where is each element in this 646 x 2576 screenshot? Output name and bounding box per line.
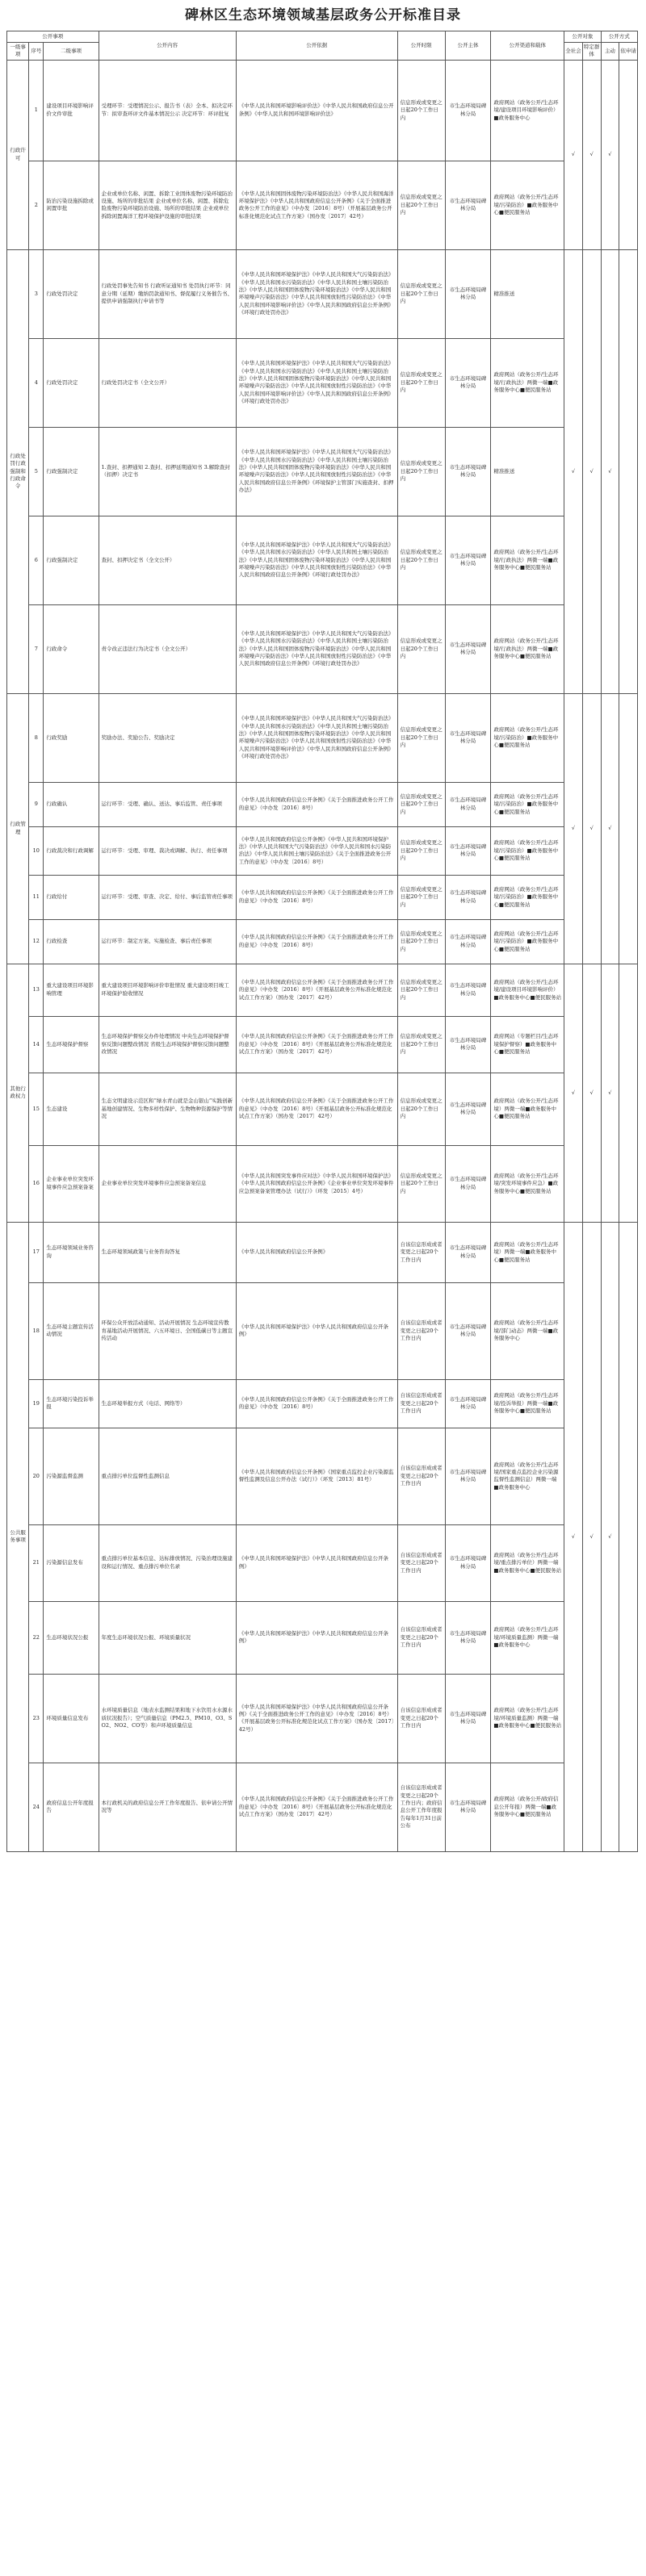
time-cell: 信息形成或变更之日起20个工作日内: [397, 826, 445, 875]
seq-cell: 8: [29, 693, 44, 782]
channel-cell: 政府网站（政务公开/政府信息公开年报）两微一端■政务服务中心■便民服务站: [491, 1763, 564, 1851]
channel-cell: 政府网站（政务公开/生态环境/行政执法）两微一端■政务服务中心■便民服务站: [491, 338, 564, 427]
channel-cell: 政府网站（政务公开/生态环境/污染防治）■政务服务中心■便民服务站: [491, 919, 564, 964]
level2-cell: 行政处罚决定: [44, 338, 99, 427]
level2-cell: 行政强制决定: [44, 516, 99, 604]
time-cell: 信息形成或变更之日起20个工作日内: [397, 516, 445, 604]
seq-cell: 9: [29, 782, 44, 826]
subject-cell: 市生态环境局碑林分局: [445, 875, 491, 919]
level2-cell: 行政确认: [44, 782, 99, 826]
scope-specific-check: √: [582, 964, 601, 1222]
content-cell: 生态环境领域政策与业务咨询答复: [99, 1222, 236, 1282]
seq-cell: 6: [29, 516, 44, 604]
scope-specific-check: √: [582, 1222, 601, 1851]
content-cell: 运行环节：制定方案、实施检查、事后责任事项: [99, 919, 236, 964]
header-mode: 公开方式: [601, 31, 637, 43]
content-cell: 行政处罚决定书（全文公开）: [99, 338, 236, 427]
content-cell: 企业或单位名称、闲置、拆除工业固体废物污染环境防治设施、场所的审批结果 企业或单位名称、闲置、拆除危险废物污染环境防治设施、场所的审批结果 企业或单位拆除闲置海洋工程环境保护设施的审批结果: [99, 161, 236, 249]
table-row: [7, 161, 638, 249]
channel-cell: 政府网站（政务公开/生态环境）两微一端■政务服务中心■便民服务站: [491, 1073, 564, 1145]
content-cell: 受理环节：受理情况公示、报告书（表）全本、拟决定环节：拟审查环评文件基本情况公示 决定环节：环评批复: [99, 60, 236, 161]
channel-cell: 政府网站（政务公开/生态环境/行政执法）两微一端■政务服务中心■便民服务站: [491, 516, 564, 604]
content-cell: 运行环节：受理、审查、决定、给付、事后监管责任事项: [99, 875, 236, 919]
table-row: [7, 919, 638, 964]
seq-cell: 16: [29, 1145, 44, 1222]
header-basis: 公开依据: [236, 31, 397, 61]
table-row: [7, 604, 638, 693]
channel-cell: 精准推送: [491, 249, 564, 338]
content-cell: 1.查封、扣押通知 2.查封、扣押延期通知书 3.解除查封（扣押）决定书: [99, 427, 236, 516]
level1-cell: 行政处罚行政强制和行政命令: [7, 249, 29, 693]
subject-cell: 市生态环境局碑林分局: [445, 1145, 491, 1222]
time-cell: 自该信息形成或者变更之日起20个工作日内；政府信息公开工作年度报告每年1月31日前公布: [397, 1763, 445, 1851]
channel-cell: 政府网站（政务公开/生态环境/环境质量监测）两微一端■政务服务中心: [491, 1601, 564, 1674]
subject-cell: 市生态环境局碑林分局: [445, 1524, 491, 1601]
table-row: [7, 249, 638, 338]
seq-cell: 21: [29, 1524, 44, 1601]
header-specific: 特定群体: [582, 43, 601, 61]
subject-cell: 市生态环境局碑林分局: [445, 1016, 491, 1073]
subject-cell: 市生态环境局碑林分局: [445, 1073, 491, 1145]
subject-cell: 市生态环境局碑林分局: [445, 919, 491, 964]
time-cell: 信息形成或变更之日起20个工作日内: [397, 427, 445, 516]
content-cell: 水环境质量信息（地表水监测结果和地下水饮用水水源水质状况报告）；空气质量信息（PM2.5、PM10、O3、SO2、NO2、CO等）和声环境质量信息: [99, 1674, 236, 1763]
page-title: 碑林区生态环境领域基层政务公开标准目录: [185, 7, 461, 23]
seq-cell: 18: [29, 1282, 44, 1379]
level2-cell: 行政命令: [44, 604, 99, 693]
subject-cell: 市生态环境局碑林分局: [445, 1763, 491, 1851]
level2-cell: 行政奖励: [44, 693, 99, 782]
level2-cell: 生态环境保护督察: [44, 1016, 99, 1073]
basis-cell: 《中华人民共和国政府信息公开条例》《关于全面推进政务公开工作的意见》（中办发〔2016〕8号）: [236, 1379, 397, 1428]
level1-cell: 行政管理: [7, 693, 29, 964]
seq-cell: 17: [29, 1222, 44, 1282]
mode-request-check: [619, 249, 638, 693]
level2-cell: 政府信息公开年度报告: [44, 1763, 99, 1851]
table-row: [7, 875, 638, 919]
table-row: [7, 1763, 638, 1851]
basis-cell: 《中华人民共和国环境保护法》《中华人民共和国大气污染防治法》《中华人民共和国水污染防治法》《中华人民共和国土壤污染防治法》《中华人民共和国固体废物污染环境防治法》《中华人民共和国环境噪声污染防治法》《中华人民共和国放射性污染防治法》《中华人民共和国政府信息公开条例》《环境行政处罚办法》: [236, 604, 397, 693]
subject-cell: 市生态环境局碑林分局: [445, 1222, 491, 1282]
level2-cell: 生态环境主题宣传活动情况: [44, 1282, 99, 1379]
subject-cell: 市生态环境局碑林分局: [445, 60, 491, 161]
time-cell: 信息形成或变更之日起20个工作日内: [397, 919, 445, 964]
basis-cell: 《中华人民共和国环境保护法》《中华人民共和国大气污染防治法》《中华人民共和国水污染防治法》《中华人民共和国土壤污染防治法》《中华人民共和国固体废物污染环境防治法》《中华人民共和国环境噪声污染防治法》《中华人民共和国放射性污染防治法》《中华人民共和国环境影响评价法》《中华人民共和国政府信息公开条例》《环境行政处罚办法》: [236, 338, 397, 427]
content-cell: 年度生态环境状况公报、环境质量状况: [99, 1601, 236, 1674]
channel-cell: 政府网站（政务公开/生态环境/污染防治）■政务服务中心■便民服务站: [491, 875, 564, 919]
header-seq: 序号: [29, 43, 44, 61]
basis-cell: 《中华人民共和国环境保护法》《中华人民共和国大气污染防治法》《中华人民共和国水污染防治法》《中华人民共和国土壤污染防治法》《中华人民共和国固体废物污染环境防治法》《中华人民共和国环境噪声污染防治法》《中华人民共和国放射性污染防治法》《中华人民共和国环境影响评价法》《中华人民共和国政府信息公开条例》《环境行政处罚办法》: [236, 693, 397, 782]
time-cell: 信息形成或变更之日起20个工作日内: [397, 782, 445, 826]
scope-all-check: √: [564, 249, 583, 693]
header-channel: 公开渠道和载体: [491, 31, 564, 61]
basis-cell: 《中华人民共和国环境保护法》《中华人民共和国政府信息公开条例》《关于全面推进政务公开工作的意见》（中办发〔2016〕8号）《开展基层政务公开标准化规范化试点工作方案》（国办发〔2017〕42号）: [236, 1674, 397, 1763]
subject-cell: 市生态环境局碑林分局: [445, 1674, 491, 1763]
level2-cell: 防治污染设施拆除或闲置审批: [44, 161, 99, 249]
scope-all-check: √: [564, 60, 583, 249]
subject-cell: 市生态环境局碑林分局: [445, 964, 491, 1016]
seq-cell: 2: [29, 161, 44, 249]
content-cell: 企业事业单位突发环境事件应急预案备案信息: [99, 1145, 236, 1222]
table-row: [7, 1428, 638, 1524]
time-cell: 自该信息形成或者变更之日起20个工作日内: [397, 1674, 445, 1763]
seq-cell: 5: [29, 427, 44, 516]
table-row: [7, 1674, 638, 1763]
time-cell: 自该信息形成或者变更之日起20个工作日内: [397, 1428, 445, 1524]
channel-cell: 政府网站（政务公开/生态环境/污染防治）■政务服务中心■便民服务站: [491, 693, 564, 782]
basis-cell: 《中华人民共和国环境保护法》《中华人民共和国政府信息公开条例》: [236, 1601, 397, 1674]
basis-cell: 《中华人民共和国突发事件应对法》《中华人民共和国环境保护法》《中华人民共和国政府信息公开条例》《企业事业单位突发环境事件应急预案备案管理办法（试行）》（环发〔2015〕4号）: [236, 1145, 397, 1222]
seq-cell: 1: [29, 60, 44, 161]
table-row: [7, 427, 638, 516]
channel-cell: 政府网站（政务公开/生态环境/污染防治）■政务服务中心■便民服务站: [491, 782, 564, 826]
table-body: [7, 60, 638, 1851]
seq-cell: 19: [29, 1379, 44, 1428]
table-row: [7, 338, 638, 427]
seq-cell: 23: [29, 1674, 44, 1763]
level2-cell: 污染源信息发布: [44, 1524, 99, 1601]
basis-cell: 《中华人民共和国政府信息公开条例》《关于全面推进政务公开工作的意见》（中办发〔2016〕8号）《开展基层政务公开标准化规范化试点工作方案》（国办发〔2017〕42号）: [236, 1763, 397, 1851]
content-cell: 环保公众开放活动通知、活动开展情况 生态环境宣传教育基地活动开展情况、六五环境日、全国低碳日等主题宣传活动: [99, 1282, 236, 1379]
header-row-1: [7, 31, 638, 43]
table-row: [7, 1601, 638, 1674]
level2-cell: 污染源监督监测: [44, 1428, 99, 1524]
table-row: [7, 782, 638, 826]
table-row: [7, 1016, 638, 1073]
seq-cell: 12: [29, 919, 44, 964]
time-cell: 信息形成或变更之日起20个工作日内: [397, 964, 445, 1016]
seq-cell: 20: [29, 1428, 44, 1524]
basis-cell: 《中华人民共和国环境保护法》《中华人民共和国大气污染防治法》《中华人民共和国水污染防治法》《中华人民共和国土壤污染防治法》《中华人民共和国固体废物污染环境防治法》《中华人民共和国环境噪声污染防治法》《中华人民共和国放射性污染防治法》《中华人民共和国环境影响评价法》《中华人民共和国政府信息公开条例》《环境行政处罚办法》: [236, 249, 397, 338]
content-cell: 生态环境保护督察交办件处理情况 中央生态环境保护督察反馈问题整改情况 省级生态环境保护督察反馈问题整改情况: [99, 1016, 236, 1073]
channel-cell: 政府网站（政务公开/生态环境/污染防治）■政务服务中心■便民服务站: [491, 161, 564, 249]
level2-cell: 行政处罚决定: [44, 249, 99, 338]
channel-cell: 政府网站（政务公开/生态环境/部门动态）两微一端■政务服务中心: [491, 1282, 564, 1379]
header-active: 主动: [601, 43, 619, 61]
seq-cell: 14: [29, 1016, 44, 1073]
subject-cell: 市生态环境局碑林分局: [445, 427, 491, 516]
basis-cell: 《中华人民共和国政府信息公开条例》《国家重点监控企业污染源监督性监测及信息公开办法（试行）》（环发〔2013〕81号）: [236, 1428, 397, 1524]
time-cell: 自该信息形成或者变更之日起20个工作日内: [397, 1601, 445, 1674]
table-row: [7, 1524, 638, 1601]
basis-cell: 《中华人民共和国政府信息公开条例》《关于全面推进政务公开工作的意见》（中办发〔2016〕8号）《开展基层政务公开标准化规范化试点工作方案》（国办发〔2017〕42号）: [236, 1016, 397, 1073]
subject-cell: 市生态环境局碑林分局: [445, 826, 491, 875]
mode-request-check: [619, 693, 638, 964]
time-cell: 信息形成或变更之日起20个工作日内: [397, 875, 445, 919]
subject-cell: 市生态环境局碑林分局: [445, 249, 491, 338]
time-cell: 信息形成或变更之日起20个工作日内: [397, 604, 445, 693]
mode-request-check: [619, 60, 638, 249]
basis-cell: 《中华人民共和国政府信息公开条例》《中华人民共和国环境保护法》《中华人民共和国大气污染防治法》《中华人民共和国水污染防治法》《中华人民共和国土壤污染防治法》《关于全面推进政务公开工作的意见》（中办发〔2016〕8号）: [236, 826, 397, 875]
channel-cell: 政府网站（政务公开/生态环境）两微一端■政务服务中心■便民服务站: [491, 1222, 564, 1282]
subject-cell: 市生态环境局碑林分局: [445, 516, 491, 604]
subject-cell: 市生态环境局碑林分局: [445, 161, 491, 249]
disclosure-table: [6, 31, 638, 1852]
mode-request-check: [619, 1222, 638, 1851]
time-cell: 信息形成或变更之日起20个工作日内: [397, 338, 445, 427]
mode-active-check: √: [601, 964, 619, 1222]
time-cell: 自该信息形成或者变更之日起20个工作日内: [397, 1379, 445, 1428]
channel-cell: 政府网站（政务公开/生态环境/行政执法）两微一端■政务服务中心■便民服务站: [491, 604, 564, 693]
basis-cell: 《中华人民共和国政府信息公开条例》《关于全面推进政务公开工作的意见》（中办发〔2016〕8号）: [236, 782, 397, 826]
table-row: [7, 1145, 638, 1222]
subject-cell: 市生态环境局碑林分局: [445, 1379, 491, 1428]
time-cell: 信息形成或变更之日起20个工作日内: [397, 161, 445, 249]
basis-cell: 《中华人民共和国政府信息公开条例》《关于全面推进政务公开工作的意见》（中办发〔2016〕8号）《开展基层政务公开标准化规范化试点工作方案》（国办发〔2017〕42号）: [236, 964, 397, 1016]
seq-cell: 22: [29, 1601, 44, 1674]
mode-active-check: √: [601, 693, 619, 964]
header-level1: 一级事项: [7, 43, 29, 61]
time-cell: 信息形成或变更之日起20个工作日内: [397, 1073, 445, 1145]
level2-cell: 生态环境状况公报: [44, 1601, 99, 1674]
seq-cell: 11: [29, 875, 44, 919]
level2-cell: 行政裁决和行政调解: [44, 826, 99, 875]
time-cell: 自该信息形成或者变更之日起20个工作日内: [397, 1524, 445, 1601]
content-cell: 责令改正违法行为决定书（全文公开）: [99, 604, 236, 693]
mode-request-check: [619, 964, 638, 1222]
basis-cell: 《中华人民共和国政府信息公开条例》《关于全面推进政务公开工作的意见》（中办发〔2016〕8号）《开展基层政务公开标准化规范化试点工作方案》（国办发〔2017〕42号）: [236, 1073, 397, 1145]
basis-cell: 《中华人民共和国环境影响评价法》《中华人民共和国政府信息公开条例》《中华人民共和国环境影响评价法》: [236, 60, 397, 161]
channel-cell: 政府网站（政务公开/生态环境/国家重点监控企业污染源监督性监测信息）两微一端■政务服务中心: [491, 1428, 564, 1524]
level2-cell: 生态环境污染投诉举报: [44, 1379, 99, 1428]
subject-cell: 市生态环境局碑林分局: [445, 338, 491, 427]
channel-cell: 政府网站（专题栏目/生态环境保护督察）■政务服务中心■便民服务站: [491, 1016, 564, 1073]
subject-cell: 市生态环境局碑林分局: [445, 1282, 491, 1379]
level2-cell: 建设项目环境影响评价文件审批: [44, 60, 99, 161]
time-cell: 信息形成或变更之日起20个工作日内: [397, 1016, 445, 1073]
basis-cell: 《中华人民共和国固体废物污染环境防治法》《中华人民共和国海洋环境保护法》《中华人民共和国政府信息公开条例》《关于全面推进政务公开工作的意见》（中办发〔2016〕8号）（开展基层政务公开标准化规范化试点工作方案》（国办发〔2017〕42号）: [236, 161, 397, 249]
level2-cell: 生态建设: [44, 1073, 99, 1145]
level2-cell: 重大建设项目环境影响管理: [44, 964, 99, 1016]
channel-cell: 政府网站（政务公开/生态环境/投诉举报）两微一端■政务服务中心■便民服务站: [491, 1379, 564, 1428]
header-time: 公开时限: [397, 31, 445, 61]
content-cell: 运行环节：受理、确认、送达、事后监管、责任事项: [99, 782, 236, 826]
time-cell: 自该信息形成或者变更之日起20个工作日内: [397, 1282, 445, 1379]
table-row: [7, 1073, 638, 1145]
basis-cell: 《中华人民共和国政府信息公开条例》《关于全面推进政务公开工作的意见》（中办发〔2016〕8号）: [236, 875, 397, 919]
level2-cell: 行政强制决定: [44, 427, 99, 516]
seq-cell: 4: [29, 338, 44, 427]
table-row: [7, 516, 638, 604]
table-row: [7, 964, 638, 1016]
seq-cell: 24: [29, 1763, 44, 1851]
content-cell: 重点排污单位基本信息、达标排放情况、污染治理设施建设和运行情况、重点排污单位名录: [99, 1524, 236, 1601]
content-cell: 生态文明建设示范区和“绿水青山就是金山银山”实践创新基地创建情况、生物多样性保护、生物物种资源保护等情况: [99, 1073, 236, 1145]
table-row: [7, 1282, 638, 1379]
header-scope: 公开对象: [564, 31, 601, 43]
table-row: [7, 1222, 638, 1282]
scope-all-check: √: [564, 964, 583, 1222]
level1-cell: 行政许可: [7, 60, 29, 249]
channel-cell: 政府网站（政务公开/生态环境/环境质量监测）两微一端■政务服务中心■便民服务站: [491, 1674, 564, 1763]
table-row: [7, 693, 638, 782]
channel-cell: 政府网站（政务公开/生态环境/突发环境事件应急）■政务服务中心■便民服务站: [491, 1145, 564, 1222]
content-cell: 查封、扣押决定书（全文公开）: [99, 516, 236, 604]
seq-cell: 7: [29, 604, 44, 693]
subject-cell: 市生态环境局碑林分局: [445, 1601, 491, 1674]
header-all: 全社会: [564, 43, 583, 61]
header-request: 依申请: [619, 43, 638, 61]
channel-cell: 政府网站（政务公开/生态环境/建设项目环境影响评价）■政务服务中心■便民服务站: [491, 964, 564, 1016]
level1-cell: 公共服务事项: [7, 1222, 29, 1851]
content-cell: 重点排污单位监督性监测信息: [99, 1428, 236, 1524]
content-cell: 生态环境举报方式（电话、网络等）: [99, 1379, 236, 1428]
subject-cell: 市生态环境局碑林分局: [445, 1428, 491, 1524]
basis-cell: 《中华人民共和国环境保护法》《中华人民共和国大气污染防治法》《中华人民共和国水污染防治法》《中华人民共和国土壤污染防治法》《中华人民共和国固体废物污染环境防治法》《中华人民共和国环境噪声污染防治法》《中华人民共和国放射性污染防治法》《中华人民共和国政府信息公开条例》《环境行政处罚办法》: [236, 516, 397, 604]
header-content: 公开内容: [99, 31, 236, 61]
level2-cell: 企业事业单位突发环境事件应急预案备案: [44, 1145, 99, 1222]
level2-cell: 生态环境领域业务咨询: [44, 1222, 99, 1282]
scope-specific-check: √: [582, 60, 601, 249]
table-row: [7, 60, 638, 161]
channel-cell: 精准推送: [491, 427, 564, 516]
basis-cell: 《中华人民共和国环境保护法》《中华人民共和国政府信息公开条例》: [236, 1524, 397, 1601]
time-cell: 自该信息形成或者变更之日起20个工作日内: [397, 1222, 445, 1282]
scope-all-check: √: [564, 1222, 583, 1851]
level2-cell: 环境质量信息发布: [44, 1674, 99, 1763]
header-subject: 公开主体: [445, 31, 491, 61]
content-cell: 行政处罚事先告知书 行政听证通知书 处罚执行环节：同意分期（延期）缴纳罚款通知书、督促履行义务催告书、提供申请强制执行申请书等: [99, 249, 236, 338]
scope-specific-check: √: [582, 249, 601, 693]
content-cell: 运行环节：受理、审理、裁决或调解、执行、责任事项: [99, 826, 236, 875]
channel-cell: 政府网站（政务公开/生态环境/污染防治）■政务服务中心■便民服务站: [491, 826, 564, 875]
subject-cell: 市生态环境局碑林分局: [445, 693, 491, 782]
content-cell: 重大建设项目环境影响评价审批情况 重大建设项目竣工环境保护验收情况: [99, 964, 236, 1016]
basis-cell: 《中华人民共和国政府信息公开条例》《关于全面推进政务公开工作的意见》（中办发〔2016〕8号）: [236, 919, 397, 964]
subject-cell: 市生态环境局碑林分局: [445, 782, 491, 826]
basis-cell: 《中华人民共和国环境保护法》《中华人民共和国政府信息公开条例》: [236, 1282, 397, 1379]
header-level2: 二级事项: [44, 43, 99, 61]
header-group: 公开事项: [7, 31, 99, 43]
scope-specific-check: √: [582, 693, 601, 964]
mode-active-check: √: [601, 249, 619, 693]
seq-cell: 3: [29, 249, 44, 338]
seq-cell: 13: [29, 964, 44, 1016]
channel-cell: 政府网站（政务公开/生态环境/建设项目环境影响评价）■政务服务中心: [491, 60, 564, 161]
seq-cell: 15: [29, 1073, 44, 1145]
basis-cell: 《中华人民共和国环境保护法》《中华人民共和国大气污染防治法》《中华人民共和国水污染防治法》《中华人民共和国土壤污染防治法》《中华人民共和国固体废物污染环境防治法》《中华人民共和国环境噪声污染防治法》《中华人民共和国放射性污染防治法》《中华人民共和国政府信息公开条例》《环境保护主管部门实施查封、扣押办法》: [236, 427, 397, 516]
time-cell: 信息形成或变更之日起20个工作日内: [397, 693, 445, 782]
level2-cell: 行政检查: [44, 919, 99, 964]
mode-active-check: √: [601, 60, 619, 249]
subject-cell: 市生态环境局碑林分局: [445, 604, 491, 693]
table-row: [7, 826, 638, 875]
scope-all-check: √: [564, 693, 583, 964]
mode-active-check: √: [601, 1222, 619, 1851]
content-cell: 本行政机关的政府信息公开工作年度报告、依申请公开情况等: [99, 1763, 236, 1851]
level2-cell: 行政给付: [44, 875, 99, 919]
time-cell: 信息形成或变更之日起20个工作日内: [397, 60, 445, 161]
table-row: [7, 1379, 638, 1428]
basis-cell: 《中华人民共和国政府信息公开条例》: [236, 1222, 397, 1282]
content-cell: 奖励办法、奖励公告、奖励决定: [99, 693, 236, 782]
time-cell: 信息形成或变更之日起20个工作日内: [397, 249, 445, 338]
channel-cell: 政府网站（政务公开/生态环境/重点排污单位）两微一端■政务服务中心■便民服务站: [491, 1524, 564, 1601]
seq-cell: 10: [29, 826, 44, 875]
level1-cell: 其他行政权力: [7, 964, 29, 1222]
time-cell: 信息形成或变更之日起20个工作日内: [397, 1145, 445, 1222]
